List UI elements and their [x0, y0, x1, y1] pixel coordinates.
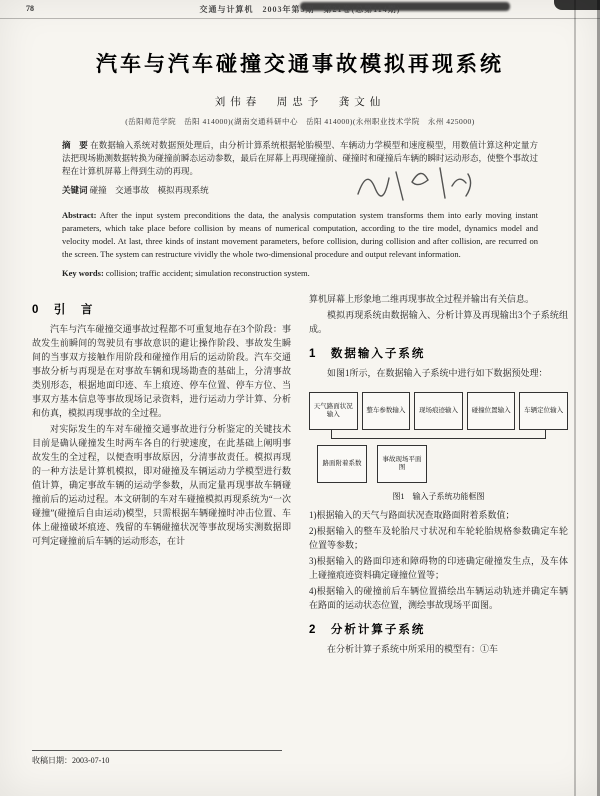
section-2-paragraph-1: 在分析计算子系统中所采用的模型有：①车 [327, 644, 499, 654]
page-number: 78 [26, 4, 34, 13]
section-0-heading: 0 引 言 [32, 304, 95, 316]
abstract-cn-text: 在数据输入系统对数据预处理后，由分析计算系统根据轮胎模型、车辆动力学模型和速度模型，用数值计算这种定量方法把现场勘测数据转换为碰撞前瞬态运动参数，最后在屏幕上再现碰撞前、碰撞时和碰撞后车辆的瞬时运动形态，使整个事故过程在计算机屏幕上得到生动的再现。 [62, 140, 539, 176]
abstract-en-label: Abstract: [62, 210, 97, 220]
scan-fold-line [574, 0, 576, 796]
received-date [32, 750, 282, 766]
flow-connector [331, 430, 546, 439]
section-0-paragraph-2-continued: 算机屏幕上形象地二维再现事故全过程并输出有关信息。 [309, 294, 535, 304]
flow-box-friction-coefficient: 路面附着系数 [317, 445, 367, 483]
section-1-paragraph-1: 如图1所示，在数据输入子系统中进行如下数据预处理： [327, 368, 548, 378]
abstract-cn-label: 摘 要 [62, 140, 88, 150]
keywords-en-label: Key words: [62, 268, 104, 278]
section-1-heading: 1 数据输入子系统 [309, 348, 426, 360]
keywords-en-text: collision; traffic accident; simulation reconstruction system. [105, 268, 310, 278]
page-header [0, 0, 600, 22]
figure-1 [309, 388, 568, 502]
figure-1-input-row [309, 392, 568, 430]
two-column-body [0, 280, 600, 658]
flow-box-scene-marks: 现场痕迹输入 [414, 392, 463, 430]
paper-title: 汽车与汽车碰撞交通事故模拟再现系统 [96, 53, 504, 76]
figure-1-caption: 图1 输入子系统功能框图 [392, 492, 485, 501]
abstract-en-text: After the input system preconditions the data, the analysis computation system transforms them into early moving instant parameters, which take place before collision by means of numerical computation, according to the tire model, dynamics model and velocity model. At last, three kinds of instant movement parameters, before collision, during collision and after collision, are recurred on the screen. The system can restructure vividly the whole two-dimensional procedure and output relevant information. [62, 210, 538, 259]
keywords-cn [62, 184, 538, 197]
abstract-cn [62, 139, 538, 178]
left-column [32, 292, 291, 658]
affiliations: (岳阳师范学院 岳阳 414000)(湖南交通科研中心 岳阳 414000)(永州职业技术学院 永州 425000) [125, 117, 475, 126]
section-0-paragraph-1: 汽车与汽车碰撞交通事故过程都不可重复地存在3个阶段：事故发生前瞬间的驾驶员有事故意识的避让操作阶段、事故发生瞬间的当事双方接触作用阶段和碰撞作用后的运动阶段。汽车交通事故分析与再现是在对事故车辆和现场勘查的基础上，分清事故类别形态，根据地面印迹、车上痕迹、停车位置、停车方位、当事双方基本信息等事故现场记录资料，进行运动力学计算、分析和仿真，模拟再现事故的全过程。 [32, 324, 291, 418]
list-item-3: 3)根据输入的路面印迹和障碍物的印迹确定碰撞发生点，及车体上碰撞痕迹资料确定碰撞位置等； [309, 556, 568, 580]
keywords-en [62, 267, 538, 280]
abstract-en [62, 209, 538, 261]
keywords-cn-label: 关键词 [62, 185, 88, 195]
list-item-2: 2)根据输入的整车及轮胎尺寸状况和车轮轮胎规格参数确定车轮位置等参数； [309, 526, 568, 550]
list-item-1: 1)根据输入的天气与路面状况查取路面附着系数值； [309, 510, 515, 520]
section-0-paragraph-3: 模拟再现系统由数据输入、分析计算及再现输出3个子系统组成。 [309, 310, 568, 334]
keywords-cn-text: 碰撞 交通事故 模拟再现系统 [89, 185, 209, 195]
list-item-4: 4)根据输入的碰撞前后车辆位置描绘出车辆运动轨迹并确定车辆在路面的运动状态位置，测绘事故现场平面图。 [309, 586, 568, 610]
section-2-heading: 2 分析计算子系统 [309, 624, 426, 636]
received-date-text: 收稿日期：2003-07-10 [32, 756, 110, 765]
journal-header: 交通与计算机 2003年第3期 第21卷(总第114期) [199, 5, 401, 14]
figure-1-diagram [309, 388, 568, 485]
flow-box-weather-road: 天气路面状况输入 [309, 392, 358, 430]
flow-box-collision-position: 碰撞位置输入 [467, 392, 516, 430]
section-0-paragraph-2: 对实际发生的车对车碰撞交通事故进行分析鉴定的关键技术目前是确认碰撞发生时两车各自的行驶速度，在此基础上阐明事故发生的全过程，以便查明事故原因，分清事故责任。模拟再现的一种方法是计算机模拟，即对碰撞及车辆运动力学模型进行数值计算，确定事故车辆的运动学参数，从而定量再现事故车辆碰撞前后的运动过程。本文研制的车对车碰撞模拟再现系统为“一次碰撞”(碰撞后自由运动)模型，只需根据车辆碰撞时冲击位置、车体上碰撞破坏痕迹、残留的车辆碰撞状况等事故现场实测数据即可判定碰撞前后车辆的运动形态，在计 [32, 424, 291, 546]
right-column [309, 292, 568, 658]
figure-1-output-row [309, 445, 568, 483]
flow-box-vehicle-location: 车辆定位输入 [519, 392, 568, 430]
flow-box-scene-plan: 事故现场平面图 [377, 445, 427, 483]
authors: 刘伟春 周忠予 龚文仙 [214, 97, 386, 108]
flow-box-vehicle-params: 整车参数输入 [362, 392, 411, 430]
